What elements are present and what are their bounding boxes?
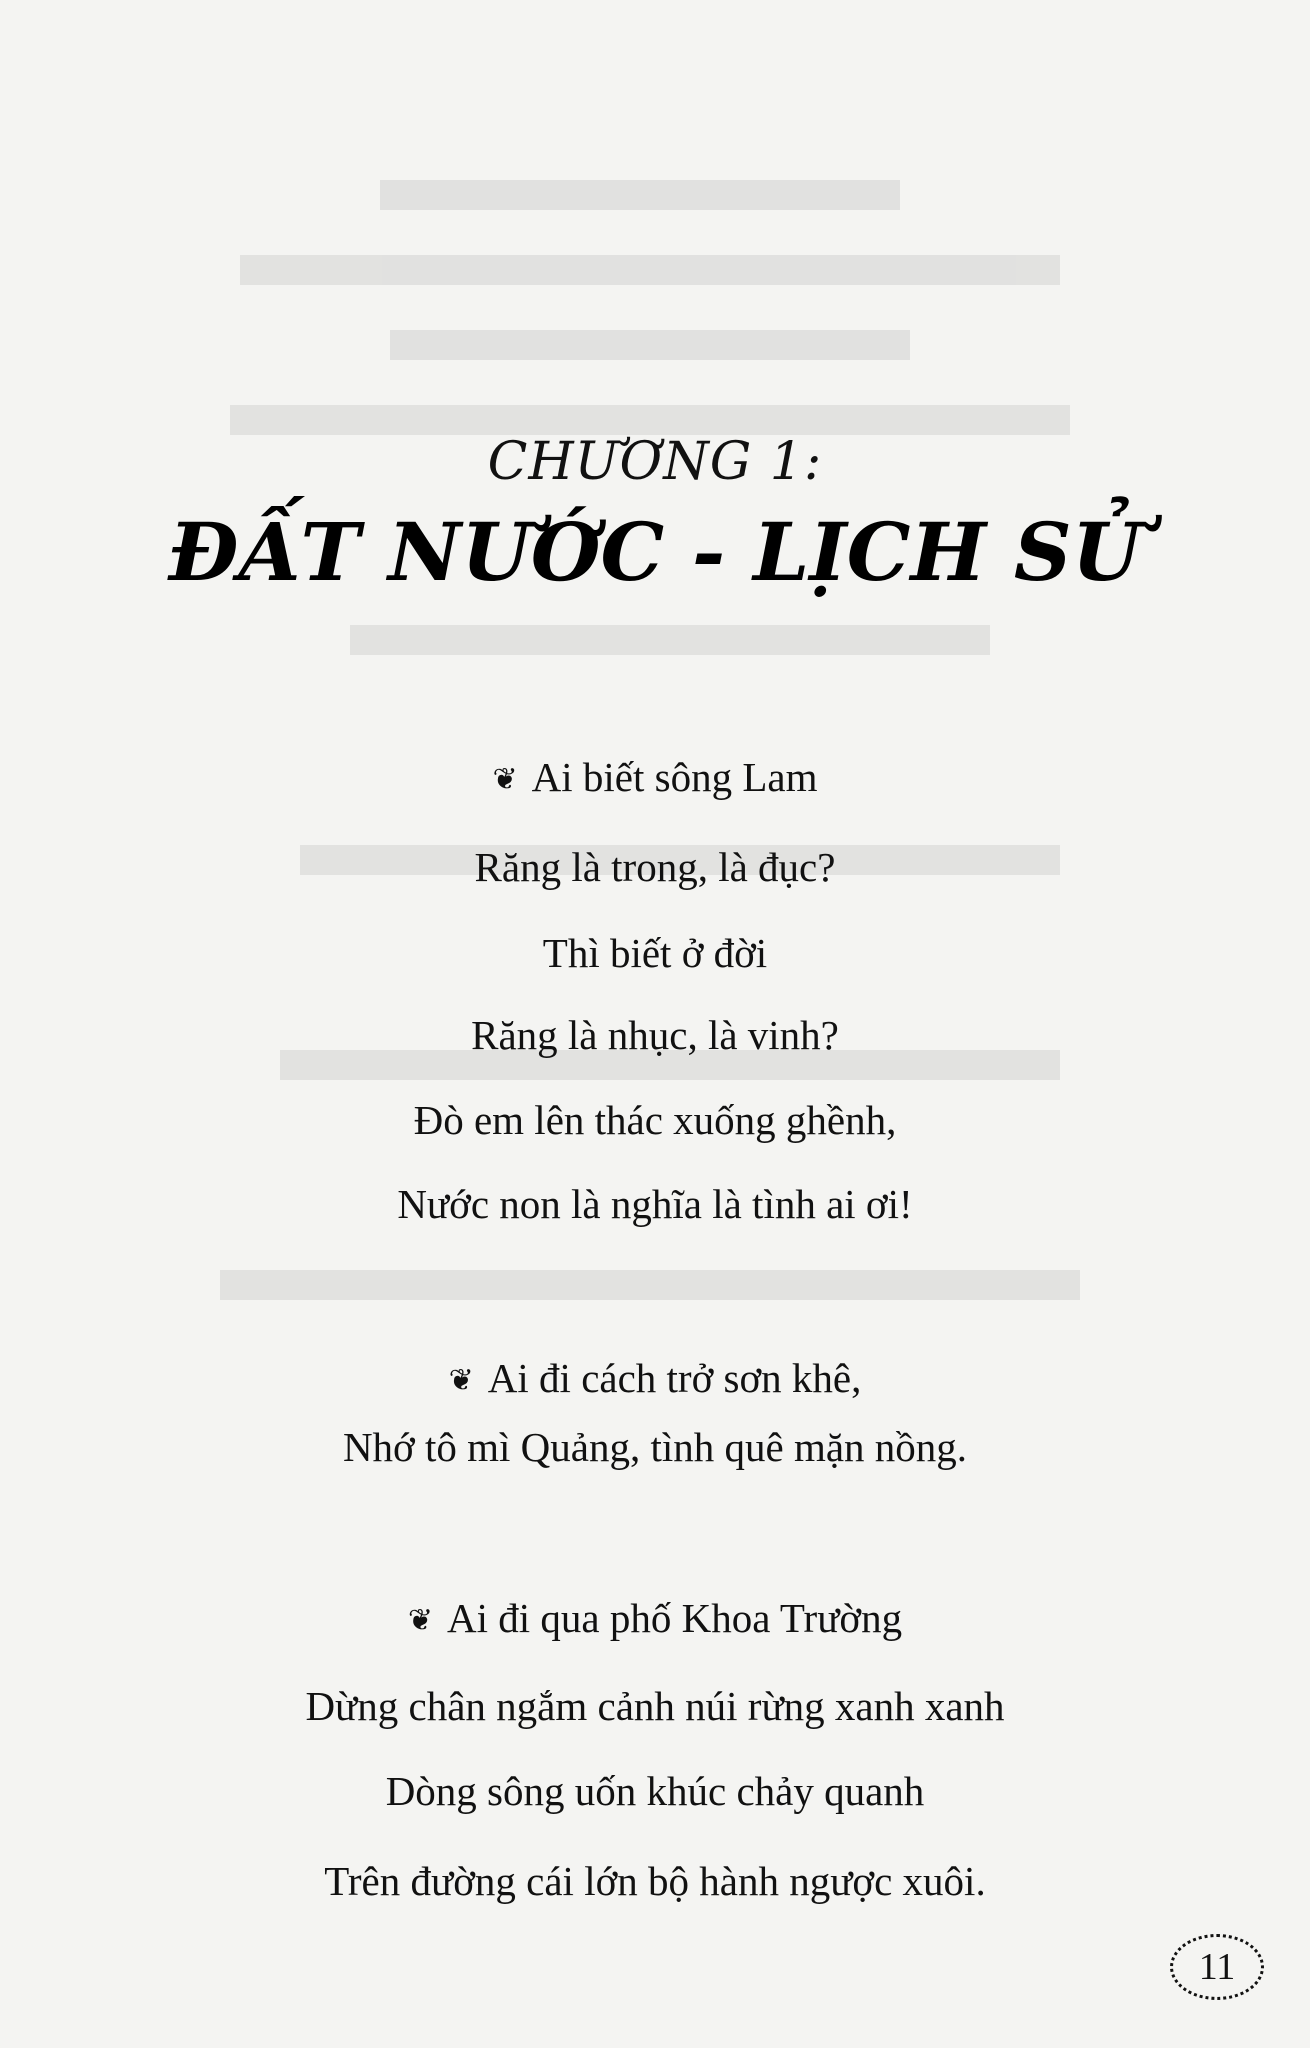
floral-bullet-icon: ❦ (407, 1604, 434, 1637)
chapter-label: CHƯƠNG 1: (487, 432, 823, 492)
verse-line: ❦ Ai đi qua phố Khoa Trường (0, 1594, 1310, 1645)
floral-bullet-icon: ❦ (492, 763, 518, 796)
verse-line: Răng là nhục, là vinh? (471, 1012, 839, 1058)
page-number: 11 (1170, 1934, 1264, 2000)
verse-line: Răng là trong, là đục? (474, 844, 836, 890)
verse-line: Trên đường cái lớn bộ hành ngược xuôi. (324, 1858, 986, 1904)
verse-line: Nhớ tô mì Quảng, tình quê mặn nồng. (342, 1424, 968, 1470)
verse-line: Đò em lên thác xuống ghềnh, (413, 1097, 897, 1143)
verse-line: Nước non là nghĩa là tình ai ơi! (397, 1181, 913, 1227)
floral-bullet-icon: ❦ (448, 1364, 474, 1397)
verse-line: ❦ Ai biết sông Lam (0, 753, 1310, 804)
verse-line: Thì biết ở đời (542, 930, 768, 976)
chapter-title: ĐẤT NƯỚC - LỊCH SỬ (168, 505, 1142, 599)
verse-line: Dừng chân ngắm cảnh núi rừng xanh xanh (305, 1683, 1005, 1729)
verse-line: Dòng sông uốn khúc chảy quanh (385, 1768, 925, 1814)
verse-line: ❦ Ai đi cách trở sơn khê, (0, 1354, 1310, 1405)
